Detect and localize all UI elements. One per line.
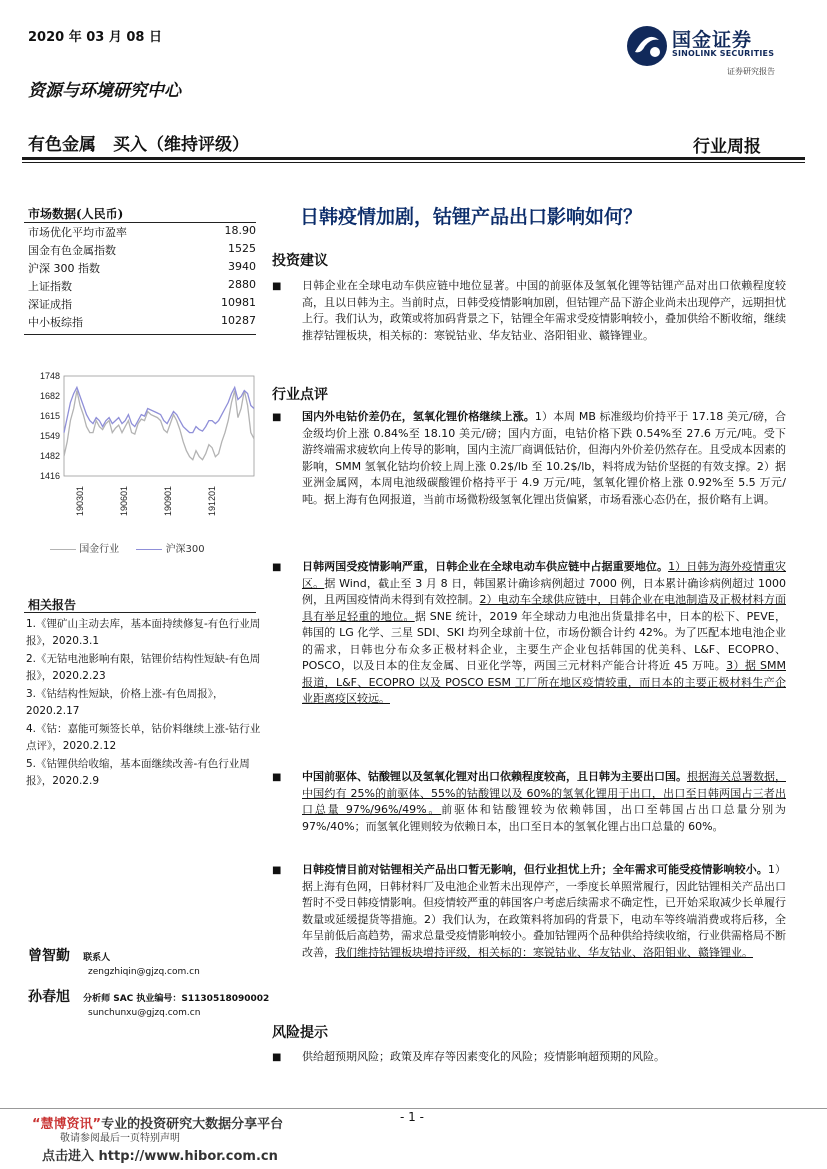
- point-body: 据 Wind，截止至 3 月 8 日，韩国累计确诊病例超过 7000 例，日本累计确诊病例超过 1000 例，且两国疫情尚未得到有效控制。: [302, 576, 786, 606]
- market-value: 18.90: [224, 224, 256, 237]
- page-number: - 1 -: [400, 1110, 424, 1124]
- market-label: 深证成指: [28, 298, 72, 311]
- series-line-hs300: [64, 387, 254, 432]
- chart-series: [64, 387, 254, 459]
- chart-y-ticks: [40, 371, 60, 481]
- y-tick-label: 1748: [39, 371, 60, 381]
- footer-disclaimer-note: 敬请参阅最后一页特别声明: [60, 1133, 180, 1144]
- x-tick-label: 190301: [75, 485, 85, 516]
- point-body: 据 SNE 统计，2019 年全球动力电池出货量排名中，日本的松下、PEVE，韩国的 LG 化学、三星 SDI、SKI 均列全球前十位，市场份额合计约 42%。为了匹配本地电池企业的需求，日韩也分布众多正极材料企业，主要生产企业包括韩国的优美科、L&F、ECOPRO、POSCO，以及日本的住友金属、日亚化学等，两国三元材料产能合计将近 45 万吨。: [302, 609, 787, 672]
- market-label: 国金有色金属指数: [28, 244, 116, 257]
- chart-x-ticks: [75, 486, 217, 516]
- y-tick-label: 1549: [39, 430, 60, 441]
- logo-name-cn: 国金证券: [672, 29, 753, 51]
- legend-swatch-hs300: [136, 549, 162, 550]
- department-title: 资源与环境研究中心: [28, 81, 181, 101]
- review-point-1: [302, 409, 786, 508]
- y-tick-label: 1682: [39, 390, 60, 401]
- report-date: 2020 年 03 月 08 日: [28, 30, 162, 45]
- x-tick-label: 190901: [163, 485, 173, 516]
- market-label: 沪深 300 指数: [28, 262, 100, 275]
- bullet-icon: ■: [272, 1052, 282, 1063]
- logo-subtitle: 证券研究报告: [727, 67, 775, 76]
- review-point-2: [302, 559, 786, 708]
- point-heading: 日韩疫情目前对钴锂相关产品出口暂无影响，但行业担忧上升；全年需求可能受疫情影响较小。: [302, 863, 768, 876]
- review-point-3: [302, 769, 786, 835]
- point-underline: 根据海关总署数据，中国约有 25%的前驱体、55%的钴酸锂以及 60%的氢氧化锂用于出口，出口至日韩两国占三者出口总量 97%/96%/49%。: [302, 770, 786, 816]
- section-investment-advice: 投资建议: [272, 253, 328, 269]
- market-row: [28, 260, 256, 277]
- analyst-name: 孙春旭: [28, 989, 70, 1005]
- header-rule-thin: [22, 162, 805, 163]
- chart-grid: [64, 376, 254, 476]
- market-value: 1525: [228, 242, 256, 255]
- market-value: 2880: [228, 278, 256, 291]
- market-bottom-rule: [24, 334, 256, 335]
- section-industry-review: 行业点评: [272, 387, 328, 403]
- market-row: [28, 278, 256, 295]
- analyst-role: 联系人: [83, 953, 111, 963]
- market-title-rule: [24, 222, 256, 223]
- related-report-item[interactable]: 2.《无钴电池影响有限，钴锂价结构性短缺-有色周报》，2020.2.23: [26, 653, 261, 682]
- point-underline: 1）日韩为海外疫情重灾区。: [302, 560, 787, 590]
- point-heading: 国内外电钴价差仍在，氢氧化锂价格继续上涨。: [302, 410, 535, 423]
- footer-brand-name: “慧博资讯”: [32, 1117, 102, 1132]
- x-tick-label: 190601: [119, 485, 129, 516]
- investment-advice-text: 日韩企业在全球电动车供应链中地位显著。中国的前驱体及氢氧化锂等钴锂产品对出口依赖程度较高，且以日韩为主。当前时点，日韩受疫情影响加剧，但钴锂产品下游企业尚未出现停产，远期担忧上行。我们认为，政策或将加码背景之下，钴锂全年需求受疫情影响较小，叠加供给不断收缩，继续推荐钴锂板块，相关标的：寒锐钴业、华友钴业、洛阳钼业、赣锋锂业。: [302, 279, 786, 342]
- footer-rule: [0, 1108, 827, 1109]
- legend-swatch-industry: [50, 549, 76, 550]
- market-data-title: 市场数据(人民币): [28, 207, 124, 221]
- market-label: 市场优化平均市盈率: [28, 226, 127, 239]
- analyst-card: [28, 986, 278, 1018]
- analyst-name: 曾智勤: [28, 948, 70, 964]
- index-line-chart: [22, 368, 262, 538]
- y-tick-label: 1615: [39, 411, 60, 422]
- report-title: 日韩疫情加剧，钴锂产品出口影响如何？: [300, 206, 643, 228]
- point-body: 1）本周 MB 标准级均价持平于 17.18 美元/磅，合金级均价上涨 0.84%至 18.10 美元/磅；国内方面，电钴价格下跌 0.54%至 27.6 万元/吨。受下游终端需求疲软向上传导的影响，国内主流厂商调低钴价，但海内外价差仍然存在。且受成本因素的影响，SMM 氢氧化钴均价较上周上涨 0.2$/lb 至 10.2$/lb，料将成为钴价坚挺的有效支撑。2）据亚洲金属网，本周电池级碳酸锂价格持平于 4.9 万元/吨，氢氧化锂价格上涨 0.92%至 5.5 万元/吨。据上海有色网报道，当前市场微粉级氢氧化锂出货偏紧，市场看涨心态仍在，报价略有上调。: [302, 410, 786, 506]
- review-point-4: [302, 862, 786, 961]
- market-row: [28, 224, 256, 241]
- related-title-rule: [24, 612, 256, 613]
- bullet-icon: ■: [272, 772, 282, 783]
- chart-legend: [50, 540, 205, 555]
- related-report-item[interactable]: 3.《钴结构性短缺，价格上涨-有色周报》，2020.2.17: [26, 688, 224, 717]
- point-underline: 3）据 SMM 报道，L&F、ECOPRO 以及 POSCO ESM 工厂所在地区疫情较重，而日本的主要正极材料生产企业距离疫区较远。: [302, 659, 786, 705]
- footer-link[interactable]: 点击进入 http://www.hibor.com.cn: [42, 1149, 278, 1164]
- market-value: 3940: [228, 260, 256, 273]
- y-tick-label: 1482: [39, 451, 60, 462]
- point-underline: 2）电动车全球供应链中，日韩企业在电池制造及正极材料方面具有举足轻重的地位。: [302, 593, 787, 623]
- analyst-email[interactable]: sunchunxu@gjzq.com.cn: [88, 1008, 201, 1018]
- bullet-icon: ■: [272, 281, 282, 292]
- bullet-icon: ■: [272, 412, 282, 423]
- market-row: [28, 242, 256, 259]
- report-type: 行业周报: [693, 137, 761, 157]
- related-reports-title: 相关报告: [28, 598, 77, 612]
- market-value: 10981: [221, 296, 256, 309]
- logo-emblem-icon: [625, 24, 669, 68]
- chart-frame: [64, 376, 254, 476]
- bullet-icon: ■: [272, 865, 282, 876]
- risk-warning-text: 供给超预期风险；政策及库存等因素变化的风险；疫情影响超预期的风险。: [302, 1050, 665, 1063]
- header-rule: [22, 157, 805, 160]
- related-report-item[interactable]: 5.《钴锂供给收缩，基本面继续改善-有色行业周报》，2020.2.9: [26, 758, 250, 787]
- bullet-icon: ■: [272, 562, 282, 573]
- analyst-email[interactable]: zengzhiqin@gjzq.com.cn: [88, 967, 200, 977]
- point-heading: 日韩两国受疫情影响严重，日韩企业在全球电动车供应链中占据重要地位。: [302, 560, 669, 573]
- point-body: 1）据上海有色网，日韩材料厂及电池企业暂未出现停产，一季度长单照常履行，因此钴锂相关产品出口暂时不受日韩疫情影响。但疫情较严重的韩国客户考虑后续需求不确定性，已开始采取减少长单履行数量或延缓提货等措施。2）我们认为，在政策料将加码的背景下，电动车等终端消费或将后移，全年呈前低后高趋势，需求总量受疫情影响较小。叠加钴锂两个品种供给持续收缩，行业供需格局不断改善，: [302, 863, 786, 959]
- market-row: [28, 296, 256, 313]
- analyst-card: [28, 945, 268, 977]
- analyst-role: 分析师 SAC 执业编号：S1130518090002: [83, 994, 270, 1004]
- series-line-industry: [64, 391, 254, 460]
- related-report-item[interactable]: 4.《钴：嘉能可频签长单，钴价料继续上涨-钴行业点评》，2020.2.12: [26, 723, 261, 752]
- section-risk-warning: 风险提示: [272, 1025, 328, 1041]
- point-body: 前驱体和钴酸锂较为依赖韩国，出口至韩国占出口总量分别为 97%/40%；而氢氧化锂则较为依赖日本，出口至日本的氢氧化锂占出口总量的 60%。: [302, 803, 787, 833]
- point-underline: 我们维持钴锂板块增持评级，相关标的：寒锐钴业、华友钴业、洛阳钼业、赣锋锂业。: [335, 945, 753, 959]
- legend-label-hs300: 沪深300: [165, 544, 205, 555]
- market-label: 上证指数: [28, 280, 72, 293]
- logo-name-en: SINOLINK SECURITIES: [672, 49, 775, 58]
- y-tick-label: 1416: [39, 471, 60, 481]
- market-value: 10287: [221, 314, 256, 327]
- footer-brand-slogan: 专业的投资研究大数据分享平台: [101, 1117, 284, 1132]
- x-tick-label: 191201: [207, 485, 217, 516]
- legend-label-industry: 国金行业: [79, 544, 120, 555]
- market-row: [28, 314, 256, 331]
- market-label: 中小板综指: [28, 316, 83, 329]
- sector-rating: 有色金属 买入（维持评级）: [28, 135, 249, 155]
- related-report-item[interactable]: 1.《锂矿山主动去库，基本面持续修复-有色行业周报》，2020.3.1: [26, 618, 261, 647]
- point-heading: 中国前驱体、钴酸锂以及氢氧化锂对出口依赖程度较高，且日韩为主要出口国。: [302, 770, 687, 783]
